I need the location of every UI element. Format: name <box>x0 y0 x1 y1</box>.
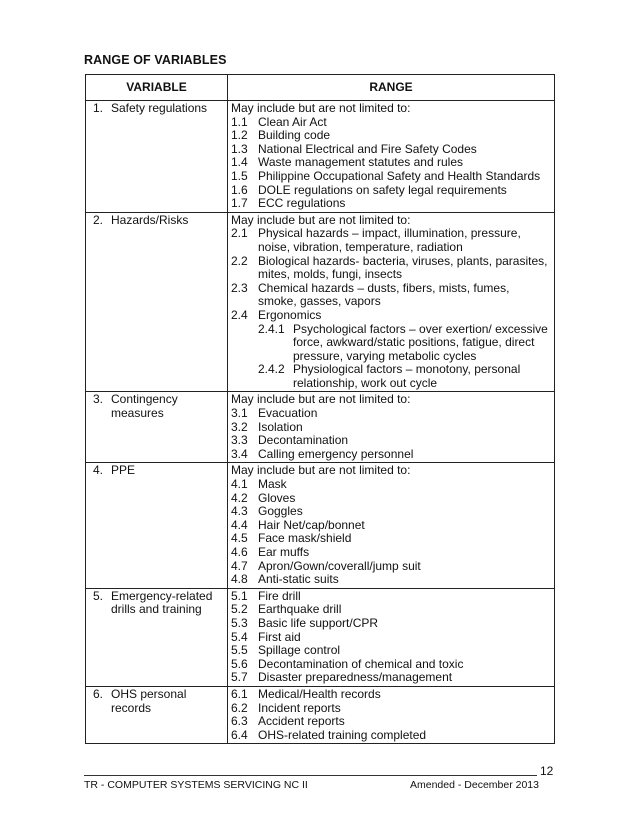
variable-cell <box>86 212 228 392</box>
range-item-number: 1.6 <box>231 182 248 197</box>
range-item <box>231 227 550 254</box>
range-item-number: 5.5 <box>231 643 248 658</box>
range-item-number: 6.4 <box>231 727 248 742</box>
range-item <box>231 129 550 143</box>
range-cell <box>228 392 555 463</box>
range-item-text: Gloves <box>258 490 296 505</box>
variable-number: 2. <box>93 212 104 227</box>
section-heading: RANGE OF VARIABLES <box>84 53 227 67</box>
range-item <box>231 309 550 323</box>
range-item <box>231 658 550 672</box>
range-cell <box>228 212 555 392</box>
range-item-number: 6.1 <box>231 686 248 701</box>
variable-number: 6. <box>93 686 104 701</box>
range-item-number: 3.2 <box>231 419 248 434</box>
range-item <box>231 478 550 492</box>
range-item-text: Decontamination of chemical and toxic <box>258 656 464 671</box>
range-item-text: Evacuation <box>258 406 318 421</box>
range-item <box>231 617 550 631</box>
range-item <box>231 323 550 364</box>
range-item <box>231 702 550 716</box>
range-item-text: Spillage control <box>258 643 341 658</box>
range-item-text: Physiological factors – monotony, personal relationship, work out cycle <box>293 362 521 390</box>
range-item-text: Waste management statutes and rules <box>258 155 463 170</box>
range-item <box>231 631 550 645</box>
range-item-number: 4.3 <box>231 504 248 519</box>
table-header-row <box>86 75 555 101</box>
range-item-number: 1.7 <box>231 196 248 211</box>
range-cell <box>228 101 555 213</box>
range-item-text: Goggles <box>258 504 303 519</box>
range-item-text: Building code <box>258 128 331 143</box>
range-item-text: Clean Air Act <box>258 114 327 129</box>
range-item-text: Decontamination <box>258 433 349 448</box>
table-row <box>86 212 555 392</box>
column-header-variable: VARIABLE <box>86 75 228 101</box>
range-item-number: 6.3 <box>231 714 248 729</box>
range-item-text: Incident reports <box>258 700 341 715</box>
range-item-text: Physical hazards – impact, illumination, pressure, noise, vibration, temperature, radiation <box>258 226 521 254</box>
range-item-text: First aid <box>258 629 301 644</box>
range-item <box>231 393 550 407</box>
range-item-number: 3.1 <box>231 406 248 421</box>
range-item-number: 2.4.1 <box>258 321 285 336</box>
range-item <box>231 492 550 506</box>
table-row <box>86 463 555 588</box>
range-item-text: Accident reports <box>258 714 345 729</box>
range-item-number: 5.6 <box>231 656 248 671</box>
range-item-number: 5.2 <box>231 602 248 617</box>
range-item <box>231 532 550 546</box>
range-item <box>231 560 550 574</box>
range-item-number: 1.4 <box>231 155 248 170</box>
range-item-text: Ergonomics <box>258 307 322 322</box>
variable-name: Safety regulations <box>111 101 208 115</box>
range-item-text: Philippine Occupational Safety and Health Standards <box>258 168 541 183</box>
range-item-text: Apron/Gown/coverall/jump suit <box>258 558 421 573</box>
range-item <box>231 255 550 282</box>
range-item-text: Basic life support/CPR <box>258 615 379 630</box>
table-row <box>86 392 555 463</box>
range-item <box>231 644 550 658</box>
variable-name: PPE <box>111 463 136 478</box>
variable-cell <box>86 686 228 743</box>
range-item-text: National Electrical and Fire Safety Codes <box>258 141 477 156</box>
range-item <box>231 102 550 116</box>
range-item <box>231 282 550 309</box>
range-item <box>231 197 550 211</box>
range-item-number: 5.1 <box>231 588 248 603</box>
range-item <box>231 519 550 533</box>
range-item <box>231 671 550 685</box>
range-item-text: Ear muffs <box>258 545 310 559</box>
variable-cell <box>86 101 228 213</box>
range-of-variables-table <box>85 74 555 744</box>
footer-document-title: TR - COMPUTER SYSTEMS SERVICING NC II <box>84 779 308 791</box>
range-cell <box>228 463 555 588</box>
variable-name: Hazards/Risks <box>111 212 189 227</box>
footer-amended-date: Amended - December 2013 <box>410 779 539 791</box>
range-item-number: 1.2 <box>231 128 248 143</box>
range-item-number: 4.7 <box>231 558 248 573</box>
variable-name: Emergency-related drills and training <box>111 588 213 617</box>
range-item <box>231 170 550 184</box>
range-item <box>231 573 550 587</box>
range-item-number: 4.5 <box>231 531 248 546</box>
range-item-text: Isolation <box>258 419 303 434</box>
range-item <box>231 116 550 130</box>
range-item-text: Anti-static suits <box>258 572 339 587</box>
range-item-number: 2.3 <box>231 280 248 295</box>
footer-divider <box>84 775 537 776</box>
variable-name: OHS personal records <box>111 686 187 715</box>
range-item-number: 4.4 <box>231 517 248 532</box>
range-item-number: 5.3 <box>231 615 248 630</box>
range-item-number: 2.1 <box>231 226 248 241</box>
range-item-number: 1.3 <box>231 141 248 156</box>
range-item-number: 2.4.2 <box>258 362 285 377</box>
variable-cell <box>86 588 228 686</box>
table-row <box>86 686 555 743</box>
column-header-range: RANGE <box>228 75 555 101</box>
variable-number: 1. <box>93 101 104 115</box>
range-item-text: Calling emergency personnel <box>258 446 414 461</box>
variable-name: Contingency measures <box>111 392 178 421</box>
range-item-number: 1.5 <box>231 168 248 183</box>
range-item-text: Biological hazards- bacteria, viruses, plants, parasites, mites, molds, fungi, insects <box>258 253 548 282</box>
range-item <box>231 590 550 604</box>
range-item <box>231 156 550 170</box>
range-item-number: 2.2 <box>231 253 248 268</box>
range-item-number: 4.6 <box>231 545 248 559</box>
range-item-number: 6.2 <box>231 700 248 715</box>
range-item-text: Earthquake drill <box>258 602 342 617</box>
range-item <box>231 546 550 560</box>
range-item-text: May include but are not limited to: <box>231 463 411 478</box>
range-item <box>231 729 550 743</box>
range-item <box>231 184 550 198</box>
range-item <box>231 407 550 421</box>
range-item-number: 4.2 <box>231 490 248 505</box>
range-item-text: May include but are not limited to: <box>231 101 411 115</box>
range-item <box>231 214 550 228</box>
range-item-text: Medical/Health records <box>258 686 381 701</box>
range-item <box>231 421 550 435</box>
range-item-text: OHS-related training completed <box>258 727 427 742</box>
range-item <box>231 688 550 702</box>
range-item-text: Mask <box>258 477 287 492</box>
range-item <box>231 505 550 519</box>
table-row <box>86 588 555 686</box>
range-item-text: Fire drill <box>258 588 301 603</box>
range-item-text: Hair Net/cap/bonnet <box>258 517 365 532</box>
range-item-text: May include but are not limited to: <box>231 392 411 407</box>
range-cell <box>228 686 555 743</box>
variable-number: 5. <box>93 588 104 603</box>
range-item-number: 3.4 <box>231 446 248 461</box>
range-item-number: 5.7 <box>231 670 248 685</box>
range-item-number: 5.4 <box>231 629 248 644</box>
range-item-text: DOLE regulations on safety legal requirements <box>258 182 507 197</box>
range-item-text: Chemical hazards – dusts, fibers, mists, fumes, smoke, gasses, vapors <box>258 280 510 309</box>
range-item-text: ECC regulations <box>258 196 346 211</box>
range-item-number: 1.1 <box>231 114 248 129</box>
variable-cell <box>86 463 228 588</box>
range-item-text: May include but are not limited to: <box>231 212 411 227</box>
table-row <box>86 101 555 213</box>
range-item <box>231 448 550 462</box>
range-item-number: 3.3 <box>231 433 248 448</box>
range-item <box>231 363 550 390</box>
range-item <box>231 603 550 617</box>
variable-cell <box>86 392 228 463</box>
range-item <box>231 715 550 729</box>
range-item-number: 2.4 <box>231 307 248 322</box>
range-item-number: 4.1 <box>231 477 248 492</box>
variable-number: 4. <box>93 463 104 478</box>
range-item <box>231 464 550 478</box>
range-item <box>231 143 550 157</box>
page-number: 12 <box>540 764 554 778</box>
range-item-text: Disaster preparedness/management <box>258 670 453 685</box>
range-item <box>231 434 550 448</box>
variable-number: 3. <box>93 392 104 407</box>
range-cell <box>228 588 555 686</box>
range-item-text: Psychological factors – over exertion/ excessive force, awkward/static positions, fatigue, direct pressure, varying metabolic cycles <box>293 321 548 363</box>
range-item-text: Face mask/shield <box>258 531 352 546</box>
range-item-number: 4.8 <box>231 572 248 587</box>
